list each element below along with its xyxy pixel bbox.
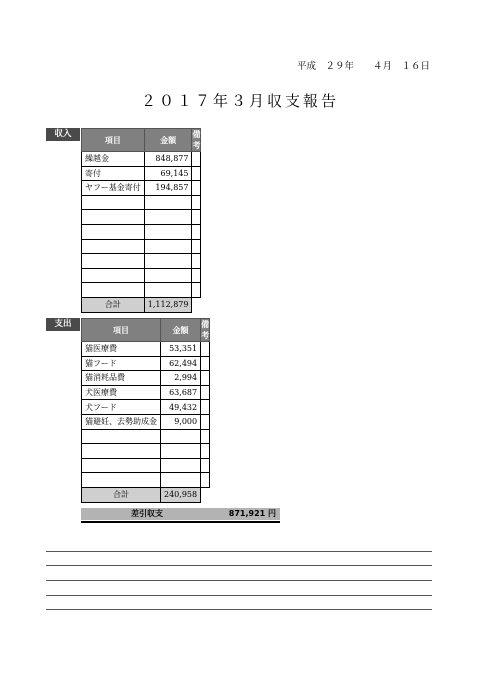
cell-amount: [144, 239, 192, 254]
table-row: [82, 181, 201, 196]
header-item: 項目: [82, 129, 145, 152]
cell-note: [192, 254, 201, 269]
cell-item: [82, 210, 145, 225]
cell-item: 犬フード: [82, 400, 161, 415]
cell-item: 猫フード: [82, 356, 161, 371]
cell-item: 猫避妊、去勢助成金: [82, 414, 161, 429]
cell-note: [201, 371, 210, 386]
balance-label: 差引収支: [131, 509, 163, 518]
cell-amount: 69,145: [144, 166, 192, 181]
cell-amount: 194,857: [144, 181, 192, 196]
table-row: [82, 239, 201, 254]
cell-note: [192, 195, 201, 210]
cell-amount: [144, 283, 192, 298]
expense-label: 支出: [46, 318, 80, 331]
table-row: [82, 166, 201, 181]
header-note: 備考: [192, 130, 201, 150]
cell-note: [201, 400, 210, 415]
cell-item: 寄付: [82, 166, 145, 181]
cell-item: [82, 429, 161, 444]
balance-box: [81, 508, 280, 520]
cell-amount: 848,877: [144, 152, 192, 167]
cell-item: [82, 268, 145, 283]
memo-line: [46, 551, 432, 552]
total-amount: 1,112,879: [144, 297, 192, 312]
cell-note: [192, 152, 201, 167]
cell-item: 猫消耗品費: [82, 371, 161, 386]
table-row: [82, 283, 201, 298]
cell-note: [201, 473, 210, 488]
cell-item: [82, 239, 145, 254]
memo-line: [46, 609, 432, 610]
cell-item: 繰越金: [82, 152, 145, 167]
table-row: [82, 210, 201, 225]
total-row: [82, 487, 210, 502]
cell-amount: [144, 210, 192, 225]
cell-item: [82, 458, 161, 473]
cell-amount: [144, 254, 192, 269]
cell-note: [192, 283, 201, 298]
cell-item: [82, 444, 161, 459]
income-table: [81, 128, 201, 313]
table-row: [82, 429, 210, 444]
table-row: [82, 473, 210, 488]
table-row: [82, 356, 210, 371]
page-title: ２０１７年３月収支報告: [140, 92, 339, 110]
cell-amount: [161, 473, 201, 488]
total-label: 合計: [82, 297, 145, 312]
cell-amount: 49,432: [161, 400, 201, 415]
expense-table: [81, 318, 210, 503]
total-note-empty: [201, 487, 210, 502]
table-row: [82, 414, 210, 429]
table-row: [82, 444, 210, 459]
table-row: [82, 254, 201, 269]
balance-underline: [81, 521, 280, 523]
cell-amount: 53,351: [161, 342, 201, 357]
cell-note: [192, 166, 201, 181]
cell-amount: [144, 195, 192, 210]
table-row: [82, 342, 210, 357]
cell-note: [201, 356, 210, 371]
cell-amount: 2,994: [161, 371, 201, 386]
cell-amount: [161, 429, 201, 444]
cell-note: [201, 414, 210, 429]
table-row: [82, 195, 201, 210]
cell-item: [82, 254, 145, 269]
cell-item: [82, 473, 161, 488]
cell-amount: [161, 444, 201, 459]
cell-note: [192, 224, 201, 239]
table-row: [82, 371, 210, 386]
total-amount: 240,958: [161, 487, 201, 502]
cell-note: [201, 458, 210, 473]
cell-note: [201, 385, 210, 400]
cell-item: [82, 283, 145, 298]
cell-note: [192, 210, 201, 225]
table-row: [82, 152, 201, 167]
cell-item: 猫医療費: [82, 342, 161, 357]
header-amount: 金額: [161, 319, 201, 342]
memo-line: [46, 580, 432, 581]
table-row: [82, 458, 210, 473]
cell-amount: 9,000: [161, 414, 201, 429]
cell-amount: [161, 458, 201, 473]
header-amount: 金額: [144, 129, 192, 152]
cell-item: ヤフー基金寄付: [82, 181, 145, 196]
total-label: 合計: [82, 487, 161, 502]
table-row: [82, 268, 201, 283]
header-note: 備考: [201, 320, 210, 340]
cell-amount: 62,494: [161, 356, 201, 371]
memo-line: [46, 595, 432, 596]
cell-amount: [144, 268, 192, 283]
table-row: [82, 385, 210, 400]
cell-note: [201, 342, 210, 357]
cell-note: [192, 268, 201, 283]
cell-item: 犬医療費: [82, 385, 161, 400]
income-label: 収入: [46, 128, 80, 141]
cell-note: [201, 429, 210, 444]
table-row: [82, 224, 201, 239]
cell-item: [82, 224, 145, 239]
total-note-empty: [192, 297, 201, 312]
cell-note: [192, 239, 201, 254]
report-date: 平成 ２９年 ４月 １６日: [296, 61, 430, 72]
cell-note: [192, 181, 201, 196]
cell-amount: 63,687: [161, 385, 201, 400]
header-item: 項目: [82, 319, 161, 342]
cell-amount: [144, 224, 192, 239]
cell-note: [201, 444, 210, 459]
total-row: [82, 297, 201, 312]
table-row: [82, 400, 210, 415]
memo-line: [46, 565, 432, 566]
balance-value: 871,921 円: [228, 509, 276, 518]
cell-item: [82, 195, 145, 210]
